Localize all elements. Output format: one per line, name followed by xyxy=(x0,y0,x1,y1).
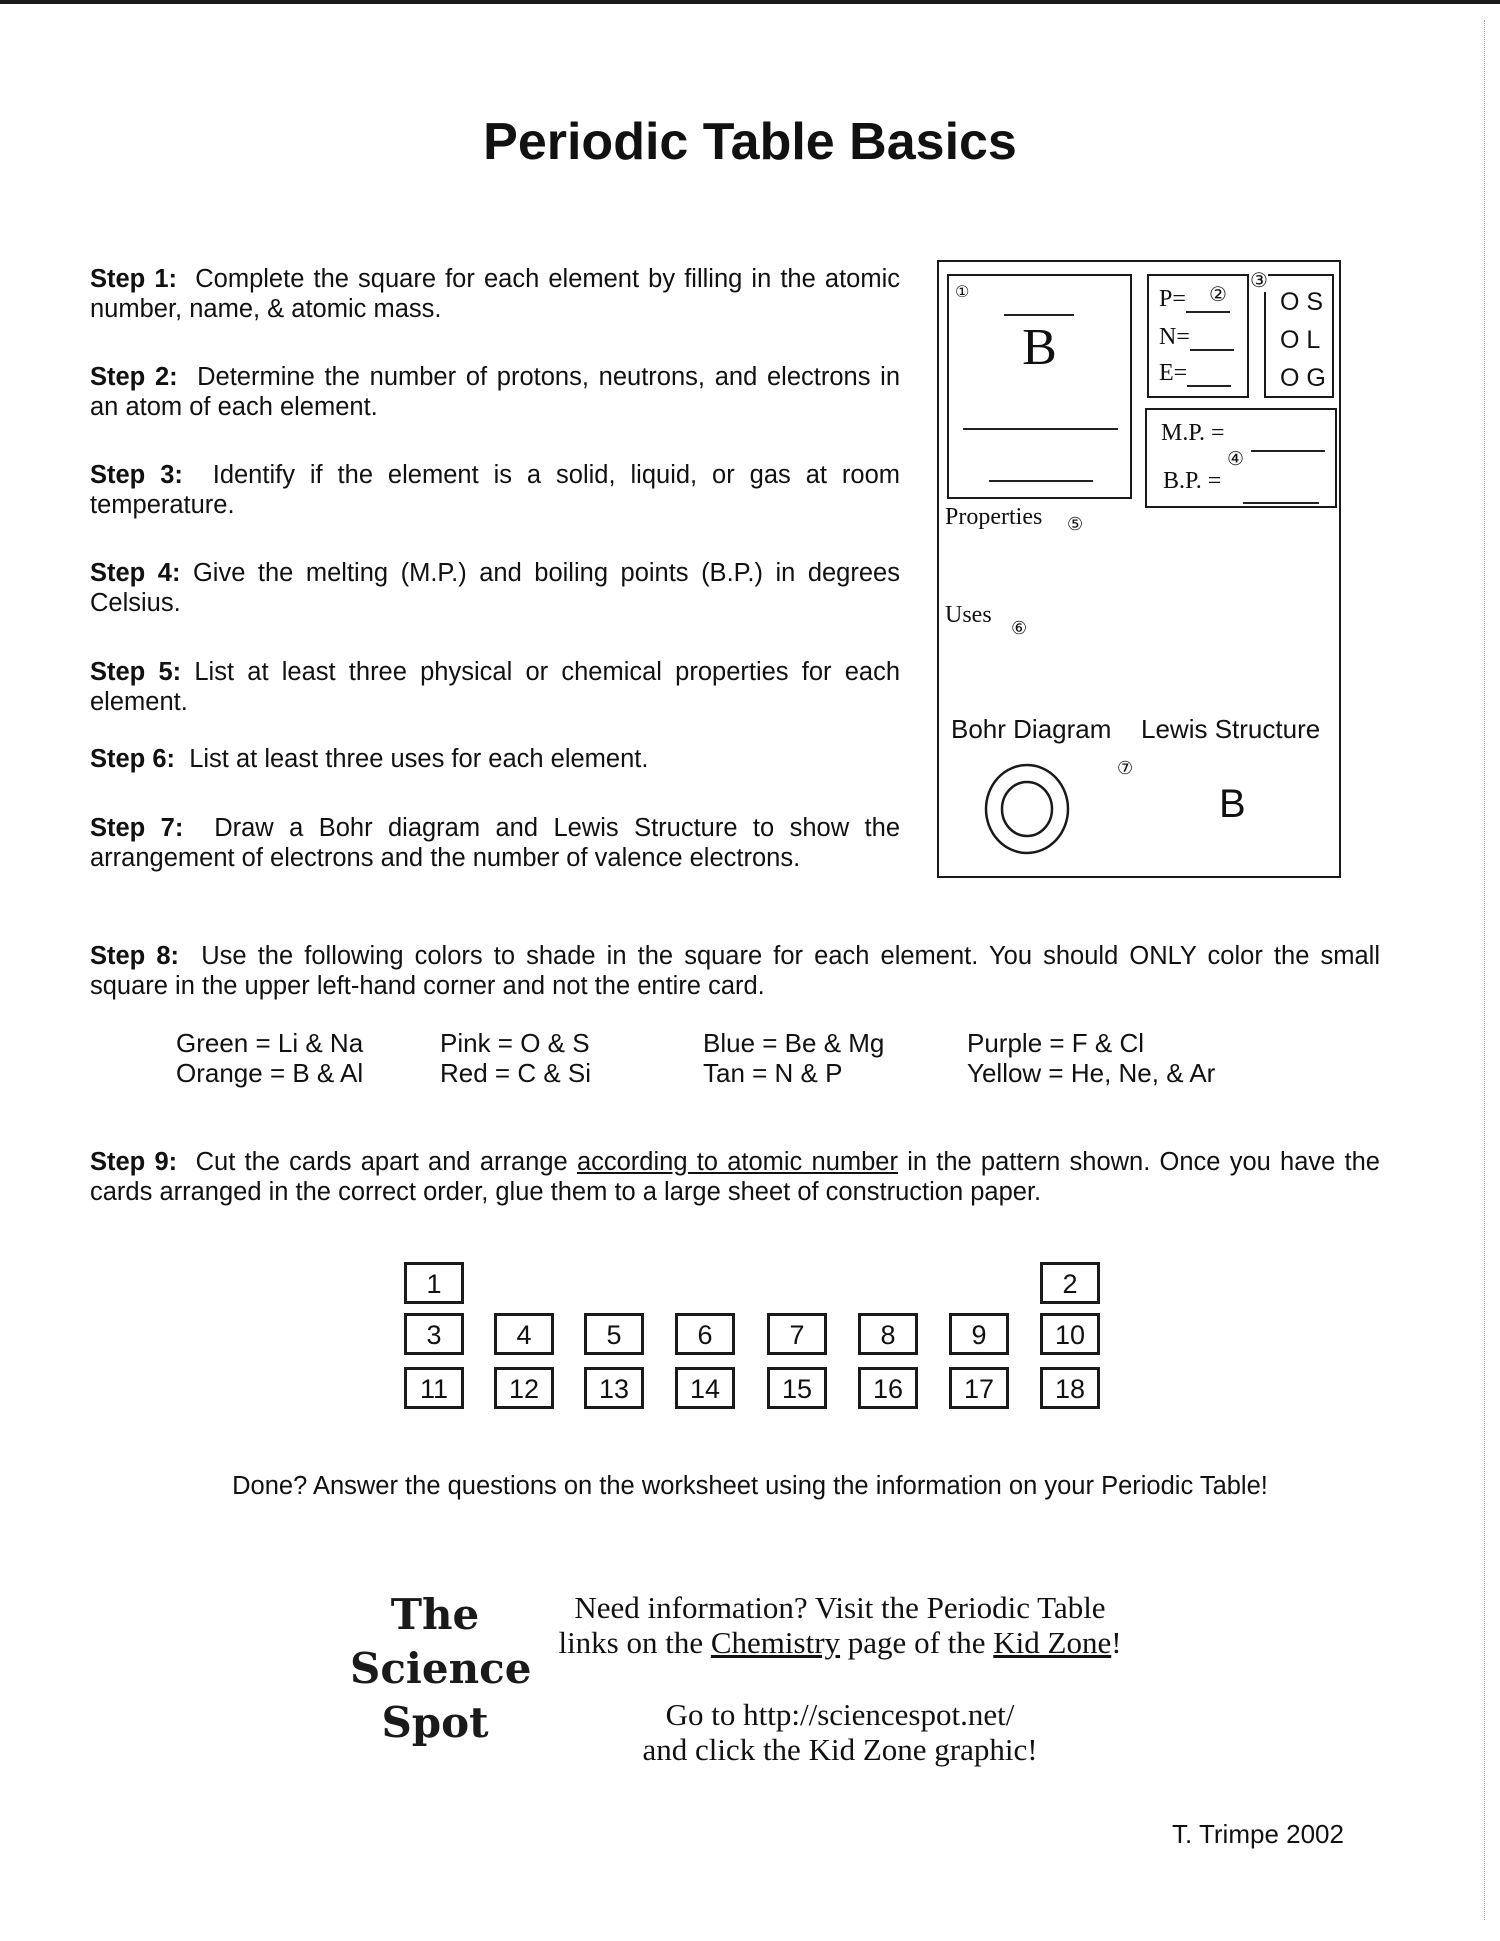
top-scan-border xyxy=(0,0,1500,4)
science-spot-logo xyxy=(350,1588,532,1750)
step-text: List at least three physical or chemical properties for each element. xyxy=(90,658,901,716)
particle-count-box xyxy=(1147,274,1249,398)
step-text: Draw a Bohr diagram and Lewis Structure to show the arrangement of electrons and the number of valence electrons. xyxy=(90,814,900,872)
marker-6: ⑥ xyxy=(1011,618,1028,639)
bohr-diagram-label: Bohr Diagram xyxy=(951,714,1112,744)
pattern-box-18: 18 xyxy=(1040,1367,1100,1409)
done-instruction: Done? Answer the questions on the worksheet using the information on your Periodic Table! xyxy=(232,1472,1268,1500)
page-title: Periodic Table Basics xyxy=(483,113,1017,171)
color-key-item: Purple = F & Cl xyxy=(967,1028,1145,1058)
info-line-4: and click the Kid Zone graphic! xyxy=(642,1732,1038,1767)
lewis-symbol: B xyxy=(1219,782,1246,826)
step-6: Step 6: List at least three uses for each element. xyxy=(90,745,649,773)
marker-7: ⑦ xyxy=(1117,758,1134,779)
pattern-box-6: 6 xyxy=(675,1313,735,1355)
protons-label: P= xyxy=(1159,286,1186,312)
pattern-box-5: 5 xyxy=(584,1313,644,1355)
logo-line: Spot xyxy=(381,1698,489,1747)
marker-1: ① xyxy=(955,282,970,301)
element-square xyxy=(947,274,1132,499)
step-text: Cut the cards apart and arrange xyxy=(195,1148,577,1176)
pattern-box-17: 17 xyxy=(949,1367,1009,1409)
info-text: links on the xyxy=(558,1625,711,1660)
info-text: ! xyxy=(1111,1625,1122,1660)
element-card-example xyxy=(937,260,1341,878)
step-2: Step 2: Determine the number of protons, neutrons, and electrons in an atom of each element. xyxy=(90,363,901,421)
pattern-box-15: 15 xyxy=(767,1367,827,1409)
pattern-box-2: 2 xyxy=(1040,1262,1100,1304)
step-8: Step 8: Use the following colors to shade in the square for each element. You should ONLY color the small square in the upper left-hand corner and not the entire card. xyxy=(90,942,1380,1000)
color-key-item: Green = Li & Na xyxy=(176,1028,364,1058)
arrangement-pattern xyxy=(404,1258,1104,1418)
step-4: Step 4: Give the melting (M.P.) and boiling points (B.P.) in degrees Celsius. xyxy=(90,559,900,617)
melting-point-label: M.P. = xyxy=(1161,420,1225,446)
author-credit: T. Trimpe 2002 xyxy=(1172,1819,1344,1849)
color-key-item: Red = C & Si xyxy=(440,1058,592,1088)
info-text: page of the xyxy=(840,1625,994,1660)
atomic-number-blank xyxy=(1004,314,1074,316)
pattern-box-16: 16 xyxy=(858,1367,918,1409)
neutrons-row xyxy=(1159,324,1234,351)
pattern-box-4: 4 xyxy=(494,1313,554,1355)
color-key-item: Blue = Be & Mg xyxy=(703,1028,885,1058)
state-of-matter-box xyxy=(1250,268,1334,398)
state-option-liquid: O L xyxy=(1280,326,1321,354)
logo-line: The xyxy=(390,1590,480,1639)
pattern-box-8: 8 xyxy=(858,1313,918,1355)
chemistry-link[interactable]: Chemistry xyxy=(710,1625,841,1660)
pattern-box-11: 11 xyxy=(404,1367,464,1409)
step-1: Step 1: Complete the square for each element by filling in the atomic number, name, & atomic mass. xyxy=(90,265,900,323)
step-label: Step 2 xyxy=(90,363,170,391)
neutrons-label: N= xyxy=(1159,324,1190,350)
element-name-blank xyxy=(963,428,1118,430)
kid-zone-link[interactable]: Kid Zone xyxy=(993,1625,1112,1660)
properties-label: Properties xyxy=(945,504,1043,530)
step-3: Step 3: Identify if the element is a solid, liquid, or gas at room temperature. xyxy=(90,461,900,519)
step-text: Give the melting (M.P.) and boiling points (B.P.) in degrees Celsius. xyxy=(90,559,900,617)
pattern-box-12: 12 xyxy=(494,1367,554,1409)
uses-label: Uses xyxy=(945,602,992,628)
boiling-point-label: B.P. = xyxy=(1163,468,1222,494)
step-text: Identify if the element is a solid, liquid, or gas at room temperature. xyxy=(90,461,900,519)
marker-4: ④ xyxy=(1227,448,1245,470)
lewis-structure-label: Lewis Structure xyxy=(1141,714,1321,744)
electrons-label: E= xyxy=(1159,360,1188,386)
step-9: Step 9: Cut the cards apart and arrange according to atomic number in the pattern shown. Once you have the cards arranged in the correct order, glue them to a large sheet of construction paper. xyxy=(90,1148,1380,1206)
neutrons-blank xyxy=(1190,327,1234,351)
logo-line: Science xyxy=(350,1644,532,1693)
step-label: Step 9 xyxy=(90,1148,169,1176)
info-line-1: Need information? Visit the Periodic Table xyxy=(574,1590,1106,1625)
color-key-item: Pink = O & S xyxy=(440,1028,590,1058)
step-5: Step 5: List at least three physical or chemical properties for each element. xyxy=(90,658,901,716)
pattern-box-1: 1 xyxy=(404,1262,464,1304)
element-symbol: B xyxy=(1022,319,1057,376)
step-label: Step 7 xyxy=(90,814,175,842)
step-label: Step 6 xyxy=(90,745,167,773)
pattern-box-10: 10 xyxy=(1040,1313,1100,1355)
pattern-box-3: 3 xyxy=(404,1313,464,1355)
atomic-mass-blank xyxy=(989,480,1093,482)
step-text: Use the following colors to shade in the square for each element. You should ONLY color the small square in the upper left-hand corner and not the entire card. xyxy=(90,942,1380,1000)
step-label: Step 4 xyxy=(90,559,172,587)
bohr-diagram-icon xyxy=(983,762,1071,856)
step-label: Step 5 xyxy=(90,658,173,686)
melting-boiling-box xyxy=(1145,408,1337,508)
step-text: Complete the square for each element by filling in the atomic number, name, & atomic mass. xyxy=(90,265,900,323)
pattern-box-13: 13 xyxy=(584,1367,644,1409)
underlined-emphasis: according to atomic number xyxy=(576,1148,898,1176)
state-option-solid: O S xyxy=(1280,288,1324,316)
marker-2: ② xyxy=(1209,282,1227,306)
marker-5: ⑤ xyxy=(1067,514,1084,535)
info-line-2 xyxy=(520,1625,1160,1660)
melting-point-blank xyxy=(1251,450,1325,452)
marker-3: ③ xyxy=(1250,268,1268,292)
step-7: Step 7: Draw a Bohr diagram and Lewis Structure to show the arrangement of electrons and the number of valence electrons. xyxy=(90,814,900,872)
pattern-box-7: 7 xyxy=(767,1313,827,1355)
step-label: Step 8 xyxy=(90,942,171,970)
right-scan-border xyxy=(1484,20,1485,1920)
pattern-box-14: 14 xyxy=(675,1367,735,1409)
color-key-item: Yellow = He, Ne, & Ar xyxy=(967,1058,1216,1088)
boiling-point-blank xyxy=(1243,502,1319,504)
step-text: List at least three uses for each element. xyxy=(189,745,649,773)
step-label: Step 3 xyxy=(90,461,175,489)
step-text: in the pattern shown. Once you have the cards arranged in the correct order, glue them to a large sheet of construction paper. xyxy=(90,1148,1380,1206)
pattern-box-9: 9 xyxy=(949,1313,1009,1355)
step-label: Step 1 xyxy=(90,265,169,293)
color-key-item: Orange = B & Al xyxy=(176,1058,364,1088)
electrons-blank xyxy=(1187,363,1231,387)
step-text: Determine the number of protons, neutrons, and electrons in an atom of each element. xyxy=(90,363,901,421)
color-key-item: Tan = N & P xyxy=(703,1058,843,1088)
info-line-3: Go to http://sciencespot.net/ xyxy=(665,1697,1015,1732)
state-option-gas: O G xyxy=(1280,364,1326,392)
electrons-row xyxy=(1159,360,1231,387)
